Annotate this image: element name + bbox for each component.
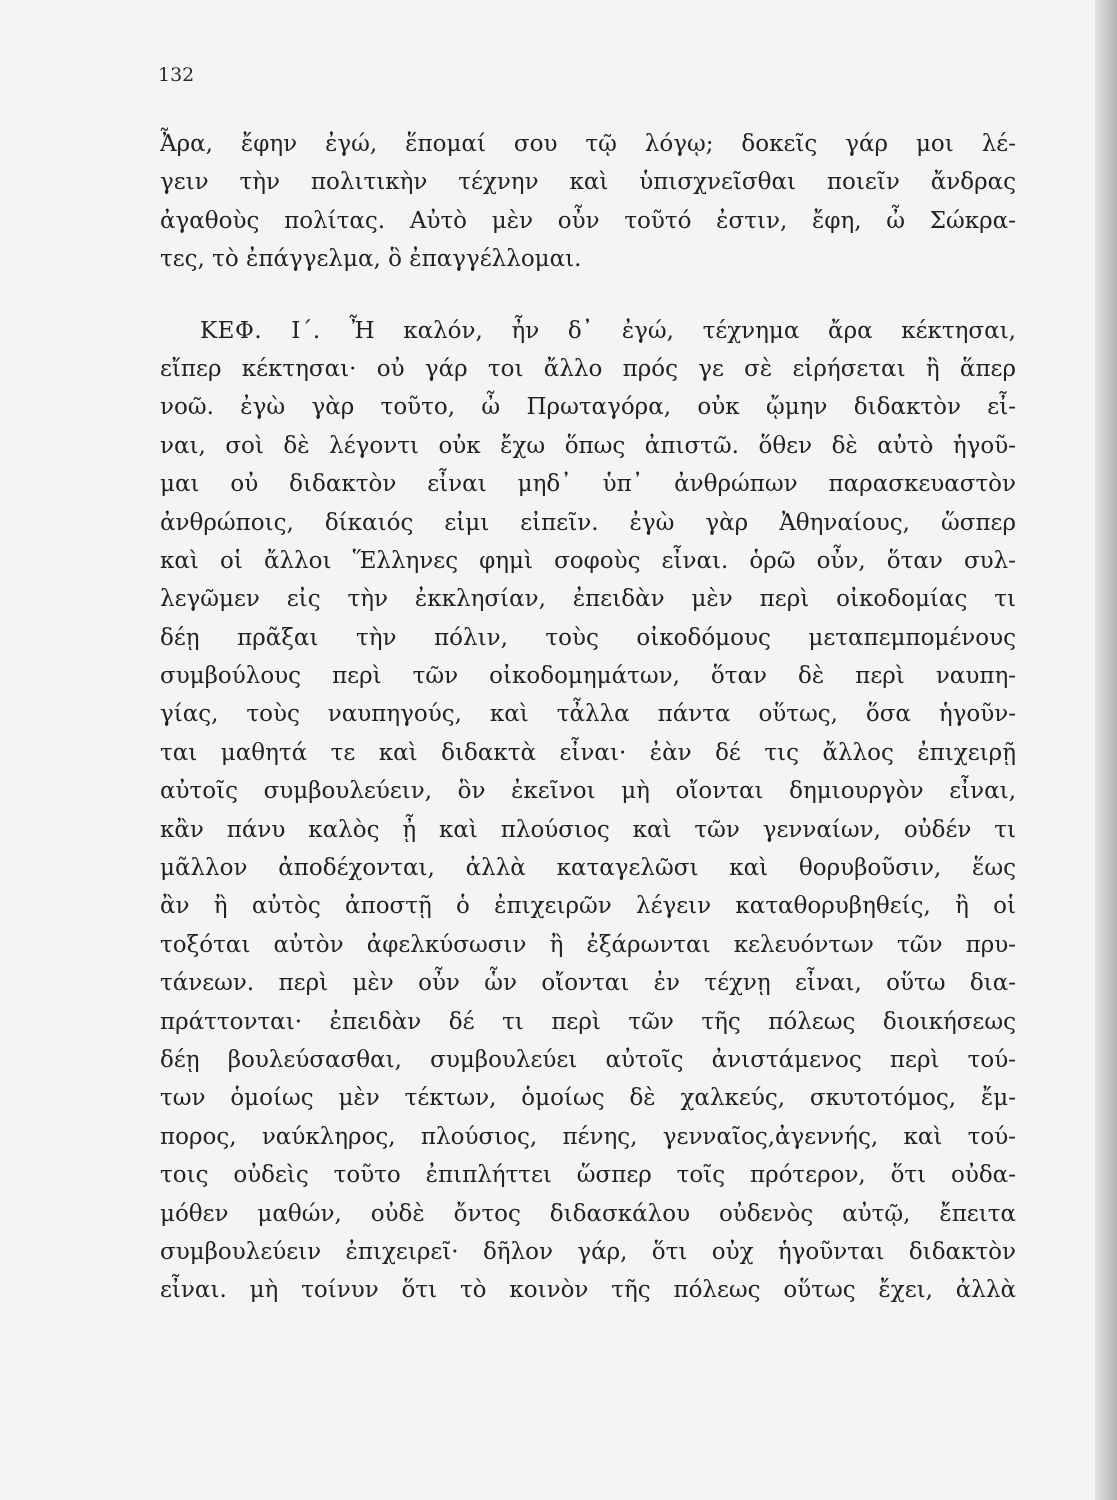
text-line: Ἆρα, ἔφην ἐγώ, ἕπομαί σου τῷ λόγῳ; δοκεῖς γάρ μοι λέ-: [160, 131, 1016, 157]
text-line: εἴπερ κέκτησαι· οὐ γάρ τοι ἄλλο πρός γε σὲ εἰρήσεται ἢ ἅπερ: [160, 355, 1016, 382]
paragraph-gap: [160, 279, 1016, 312]
text-line: ἀγαθοὺς πολίτας. Αὐτὸ μὲν οὖν τοῦτό ἐστιν, ἔφη, ὦ Σώκρα-: [160, 207, 1016, 234]
text-line: κἂν πάνυ καλὸς ᾖ καὶ πλούσιος καὶ τῶν γενναίων, οὐδέν τι: [160, 816, 1016, 843]
text-line: πράττονται· ἐπειδὰν δέ τι περὶ τῶν τῆς πόλεως διοικήσεως: [160, 1008, 1016, 1035]
page-number: 132: [158, 64, 195, 86]
text-line: δέῃ βουλεύσασθαι, συμβουλεύει αὐτοῖς ἀνιστάμενος περὶ τού-: [160, 1046, 1016, 1073]
text-line: μᾶλλον ἀποδέχονται, ἀλλὰ καταγελῶσι καὶ θορυβοῦσιν, ἕως: [160, 855, 1016, 882]
paragraph-2: [160, 312, 1016, 1310]
text-line: νοῶ. ἐγὼ γὰρ τοῦτο, ὦ Πρωταγόρα, οὐκ ᾤμην διδακτὸν εἶ-: [160, 394, 1016, 421]
text-line: αὐτοῖς συμβουλεύειν, ὃν ἐκεῖνοι μὴ οἴονται δημιουργὸν εἶναι,: [160, 778, 1016, 805]
text-line: λεγῶμεν εἰς τὴν ἐκκλησίαν, ἐπειδὰν μὲν περὶ οἰκοδομίας τι: [160, 586, 1016, 613]
text-line: γίας, τοὺς ναυπηγούς, καὶ τἆλλα πάντα οὕτως, ὅσα ἡγοῦν-: [160, 701, 1016, 728]
text-line: καὶ οἱ ἄλλοι Ἕλληνες φημὶ σοφοὺς εἶναι. ὁρῶ οὖν, ὅταν συλ-: [160, 547, 1016, 574]
text-line: τοις οὐδεὶς τοῦτο ἐπιπλήττει ὥσπερ τοῖς πρότερον, ὅτι οὐδα-: [160, 1162, 1016, 1189]
chapter-first-line: [160, 312, 1016, 350]
text-line: συμβούλους περὶ τῶν οἰκοδομημάτων, ὅταν δὲ περὶ ναυπη-: [160, 663, 1016, 690]
text-line: τάνεων. περὶ μὲν οὖν ὧν οἴονται ἐν τέχνῃ εἶναι, οὕτω δια-: [160, 970, 1016, 997]
text-line: ἀνθρώποις, δίκαιός εἰμι εἰπεῖν. ἐγὼ γὰρ Ἀθηναίους, ὥσπερ: [160, 509, 1016, 536]
text-line: μόθεν μαθών, οὐδὲ ὄντος διδασκάλου οὐδενὸς αὐτῷ, ἔπειτα: [160, 1200, 1016, 1227]
text-line: τοξόται αὐτὸν ἀφελκύσωσιν ἢ ἐξάρωνται κελευόντων τῶν πρυ-: [160, 931, 1016, 958]
text-line: ναι, σοὶ δὲ λέγοντι οὐκ ἔχω ὅπως ἀπιστῶ. ὅθεν δὲ αὐτὸ ἡγοῦ-: [160, 432, 1016, 459]
chapter-label: ΚΕΦ. Ι΄.: [200, 317, 321, 344]
text-line: ἂν ἢ αὐτὸς ἀποστῇ ὁ ἐπιχειρῶν λέγειν καταθορυβηθείς, ἢ οἱ: [160, 893, 1016, 920]
body-text: [160, 125, 1016, 1310]
text-line: των ὁμοίως μὲν τέκτων, ὁμοίως δὲ χαλκεύς, σκυτοτόμος, ἔμ-: [160, 1085, 1016, 1112]
text-line: εἶναι. μὴ τοίνυν ὅτι τὸ κοινὸν τῆς πόλεως οὕτως ἔχει, ἀλλὰ: [160, 1277, 1016, 1304]
chapter-first-line-text: Ἦ καλόν, ἦν δ᾽ ἐγώ, τέχνημα ἄρα κέκτησαι,: [349, 317, 1016, 344]
text-line: τες, τὸ ἐπάγγελμα, ὃ ἐπαγγέλλομαι.: [160, 246, 582, 273]
text-line: γειν τὴν πολιτικὴν τέχνην καὶ ὑπισχνεῖσθαι ποιεῖν ἄνδρας: [160, 169, 1016, 196]
text-line: μαι οὐ διδακτὸν εἶναι μηδ᾽ ὑπ᾽ ἀνθρώπων παρασκευαστὸν: [160, 471, 1016, 498]
text-line: ται μαθητά τε καὶ διδακτὰ εἶναι· ἐὰν δέ τις ἄλλος ἐπιχειρῇ: [160, 739, 1016, 766]
scan-shadow-edge: [1095, 0, 1117, 1500]
text-line: συμβουλεύειν ἐπιχειρεῖ· δῆλον γάρ, ὅτι οὐχ ἡγοῦνται διδακτὸν: [160, 1238, 1016, 1265]
text-line: δέῃ πρᾶξαι τὴν πόλιν, τοὺς οἰκοδόμους μεταπεμπομένους: [160, 624, 1016, 651]
paragraph-1: [160, 125, 1016, 279]
text-line: πορος, ναύκληρος, πλούσιος, πένης, γενναῖος,ἀγεννής, καὶ τού-: [160, 1123, 1016, 1150]
